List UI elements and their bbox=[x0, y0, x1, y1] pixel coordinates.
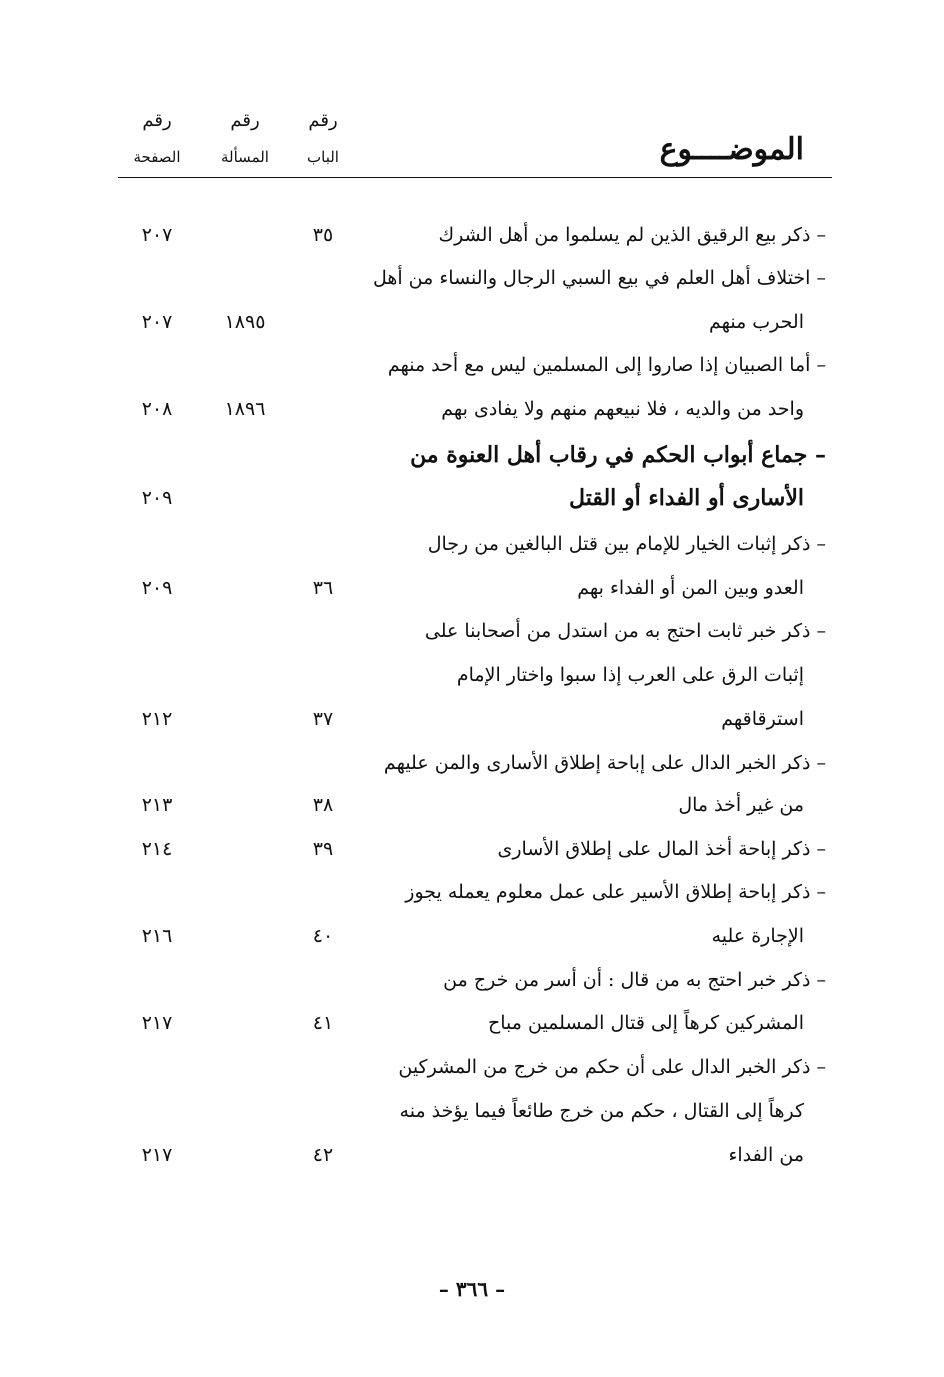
toc-line bbox=[0, 345, 944, 385]
page-ref: ٢٠٩ bbox=[141, 577, 173, 599]
toc-text: – ذكر خبر احتج به من قال : أن أسر من خرج من bbox=[443, 969, 826, 991]
toc-line bbox=[0, 699, 944, 739]
toc-line bbox=[0, 960, 944, 1000]
bab-number: ٤٠ bbox=[312, 925, 334, 947]
toc-line bbox=[0, 1091, 944, 1131]
page-ref: ٢١٢ bbox=[141, 708, 173, 730]
toc-line bbox=[0, 524, 944, 564]
toc-line bbox=[0, 785, 944, 825]
bab-number: ٣٧ bbox=[312, 708, 334, 730]
toc-text: استرقاقهم bbox=[721, 708, 804, 730]
toc-text: – ذكر إباحة إطلاق الأسير على عمل معلوم يعمله يجوز bbox=[405, 881, 826, 903]
toc-line bbox=[0, 872, 944, 912]
toc-line bbox=[0, 389, 944, 429]
toc-line bbox=[0, 435, 944, 475]
page-ref: ٢١٤ bbox=[141, 838, 173, 860]
page-number: – ٣٦٦ – bbox=[438, 1277, 506, 1301]
toc-text: – اختلاف أهل العلم في بيع السبي الرجال والنساء من أهل bbox=[372, 267, 826, 289]
toc-text: – ذكر الخبر الدال على أن حكم من خرج من المشركين bbox=[398, 1056, 826, 1078]
page-ref: ٢١٦ bbox=[141, 925, 173, 947]
header-divider bbox=[118, 177, 832, 178]
page-ref: ٢١٧ bbox=[141, 1012, 173, 1034]
toc-line bbox=[0, 1003, 944, 1043]
toc-text: العدو وبين المن أو الفداء بهم bbox=[577, 577, 804, 599]
masala-number: ١٨٩٦ bbox=[224, 398, 266, 420]
toc-text: – ذكر بيع الرقيق الذين لم يسلموا من أهل الشرك bbox=[438, 224, 826, 246]
toc-line bbox=[0, 743, 944, 783]
toc-text: من الفداء bbox=[728, 1144, 804, 1166]
toc-text: الإجارة عليه bbox=[711, 925, 804, 947]
toc-line bbox=[0, 916, 944, 956]
toc-text: المشركين كرهاً إلى قتال المسلمين مباح bbox=[487, 1012, 804, 1034]
toc-section-heading: – جماع أبواب الحكم في رقاب أهل العنوة من bbox=[410, 442, 826, 468]
toc-text: – ذكر إباحة أخذ المال على إطلاق الأسارى bbox=[497, 838, 826, 860]
toc-text: الحرب منهم bbox=[708, 311, 804, 333]
toc-line bbox=[0, 568, 944, 608]
toc-line bbox=[0, 478, 944, 518]
toc-line bbox=[0, 302, 944, 342]
page-ref: ٢١٧ bbox=[141, 1144, 173, 1166]
header-bab-top: رقم bbox=[308, 110, 338, 131]
toc-line bbox=[0, 215, 944, 255]
toc-text: – أما الصبيان إذا صاروا إلى المسلمين ليس مع أحد منهم bbox=[387, 354, 826, 376]
toc-line bbox=[0, 611, 944, 651]
toc-text: من غير أخذ مال bbox=[678, 794, 804, 816]
page-ref: ٢٠٩ bbox=[141, 487, 173, 509]
header-safha-bottom: الصفحة bbox=[133, 148, 181, 166]
header-bab-bottom: الباب bbox=[307, 148, 339, 166]
header-safha-top: رقم bbox=[142, 110, 172, 131]
header-title: الموضــــوع bbox=[659, 132, 804, 167]
toc-line bbox=[0, 829, 944, 869]
toc-line bbox=[0, 1047, 944, 1087]
toc-text: – ذكر خبر ثابت احتج به من استدل من أصحابنا على bbox=[424, 620, 826, 642]
header-masala-top: رقم bbox=[230, 110, 260, 131]
page-ref: ٢٠٧ bbox=[141, 224, 173, 246]
toc-text: – ذكر إثبات الخيار للإمام بين قتل البالغين من رجال bbox=[427, 533, 826, 555]
header-masala-bottom: المسألة bbox=[221, 148, 269, 166]
toc-section-heading: الأسارى أو الفداء أو القتل bbox=[569, 485, 804, 511]
toc-line bbox=[0, 258, 944, 298]
toc-text: – ذكر الخبر الدال على إباحة إطلاق الأسارى والمن عليهم bbox=[383, 752, 826, 774]
bab-number: ٣٨ bbox=[312, 794, 334, 816]
masala-number: ١٨٩٥ bbox=[224, 311, 266, 333]
bab-number: ٣٦ bbox=[312, 577, 334, 599]
toc-text: واحد من والديه ، فلا نبيعهم منهم ولا يفادى بهم bbox=[441, 398, 804, 420]
bab-number: ٣٩ bbox=[312, 838, 334, 860]
toc-text: كرهاً إلى القتال ، حكم من خرج طائعاً فيما يؤخذ منه bbox=[399, 1100, 804, 1122]
toc-line bbox=[0, 655, 944, 695]
toc-line bbox=[0, 1135, 944, 1175]
bab-number: ٤١ bbox=[312, 1012, 334, 1034]
page-ref: ٢١٣ bbox=[141, 794, 173, 816]
bab-number: ٣٥ bbox=[312, 224, 334, 246]
page-ref: ٢٠٨ bbox=[141, 398, 173, 420]
toc-text: إثبات الرق على العرب إذا سبوا واختار الإمام bbox=[456, 664, 804, 686]
page-ref: ٢٠٧ bbox=[141, 311, 173, 333]
bab-number: ٤٢ bbox=[312, 1144, 334, 1166]
